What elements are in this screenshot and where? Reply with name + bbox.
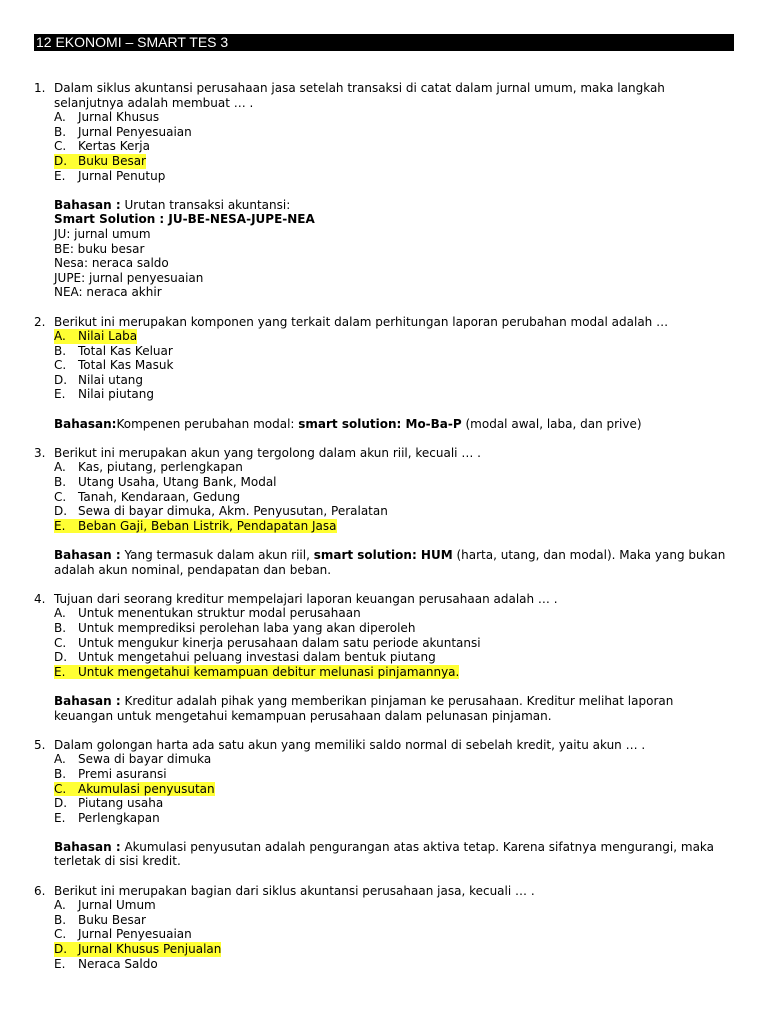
option-e: E. Nilai piutang xyxy=(54,387,154,402)
option-b: B. Untuk memprediksi perolehan laba yang akan diperoleh xyxy=(54,620,416,635)
question-text: Dalam siklus akuntansi perusahaan jasa setelah transaksi di catat dalam jurnal umum, maka langkah selanjutnya adalah membuat … . xyxy=(54,81,665,110)
answer-options xyxy=(54,752,734,825)
option-a: A. Kas, piutang, perlengkapan xyxy=(54,460,243,475)
answer-options xyxy=(54,329,734,402)
question-text: Dalam golongan harta ada satu akun yang memiliki saldo normal di sebelah kredit, yaitu akun … . xyxy=(54,737,646,752)
answer-options xyxy=(54,898,734,971)
explanation-1: Bahasan : Urutan transaksi akuntansi: Smart Solution : JU-BE-NESA-JUPE-NEA JU: jurnal umum BE: buku besar Nesa: neraca saldo JUPE: jurnal penyesuaian NEA: neraca akhir xyxy=(54,198,734,300)
option-a: A. Untuk menentukan struktur modal perusahaan xyxy=(54,606,361,621)
option-a: A. Jurnal Umum xyxy=(54,898,156,913)
option-d-correct: D. Buku Besar xyxy=(54,153,146,168)
question-text: Berikut ini merupakan akun yang tergolong dalam akun riil, kecuali … . xyxy=(54,445,481,460)
option-e: E. Perlengkapan xyxy=(54,810,160,825)
option-c: C. Total Kas Masuk xyxy=(54,358,174,373)
option-c: C. Tanah, Kendaraan, Gedung xyxy=(54,489,241,504)
question-number: 5. xyxy=(34,737,46,752)
option-b: B. Premi asuransi xyxy=(54,766,167,781)
option-c: C. Kertas Kerja xyxy=(54,139,150,154)
question-5 xyxy=(34,737,734,826)
option-e-correct: E. Untuk mengetahui kemampuan debitur melunasi pinjamannya. xyxy=(54,664,460,679)
option-a-correct: A. Nilai Laba xyxy=(54,329,138,344)
question-number: 4. xyxy=(34,591,46,606)
option-b: B. Utang Usaha, Utang Bank, Modal xyxy=(54,475,277,490)
explanation-3: Bahasan : Yang termasuk dalam akun riil, smart solution: HUM (harta, utang, dan modal). Maka yang bukan adalah akun nominal, pendapatan dan beban. xyxy=(54,548,726,577)
option-d: D. Untuk mengetahui peluang investasi dalam bentuk piutang xyxy=(54,650,436,665)
question-3 xyxy=(34,445,734,534)
option-a: A. Jurnal Khusus xyxy=(54,110,160,125)
option-d: D. Piutang usaha xyxy=(54,796,164,811)
option-c: C. Untuk mengukur kinerja perusahaan dalam satu periode akuntansi xyxy=(54,635,481,650)
option-b: B. Total Kas Keluar xyxy=(54,343,173,358)
option-d: D. Sewa di bayar dimuka, Akm. Penyusutan, Peralatan xyxy=(54,504,388,519)
question-6 xyxy=(34,883,734,972)
explanation-5: Bahasan : Akumulasi penyusutan adalah pengurangan atas aktiva tetap. Karena sifatnya mengurangi, maka terletak di sisi kredit. xyxy=(54,839,715,869)
document-content xyxy=(0,81,768,971)
option-e: E. Jurnal Penutup xyxy=(54,168,166,183)
question-text: Berikut ini merupakan komponen yang terkait dalam perhitungan laporan perubahan modal adalah … xyxy=(54,314,669,329)
question-text: Tujuan dari seorang kreditur mempelajari laporan keuangan perusahaan adalah … . xyxy=(54,591,558,606)
question-number: 3. xyxy=(34,445,46,460)
option-d-correct: D. Jurnal Khusus Penjualan xyxy=(54,942,222,957)
answer-options xyxy=(54,110,734,183)
question-number: 2. xyxy=(34,314,46,329)
option-c: C. Jurnal Penyesuaian xyxy=(54,927,192,942)
option-d: D. Nilai utang xyxy=(54,372,144,387)
option-e-correct: E. Beban Gaji, Beban Listrik, Pendapatan Jasa xyxy=(54,518,337,533)
question-2 xyxy=(34,314,734,403)
option-e: E. Neraca Saldo xyxy=(54,956,158,971)
question-4 xyxy=(34,591,734,680)
option-b: B. Jurnal Penyesuaian xyxy=(54,124,192,139)
question-text: Berikut ini merupakan bagian dari siklus akuntansi perusahaan jasa, kecuali … . xyxy=(54,883,535,898)
question-1 xyxy=(34,81,734,183)
answer-options xyxy=(54,606,734,679)
answer-options xyxy=(54,460,734,533)
explanation-2: Bahasan:Kompenen perubahan modal: smart solution: Mo-Ba-P (modal awal, laba, dan prive) xyxy=(54,416,642,431)
option-a: A. Sewa di bayar dimuka xyxy=(54,752,212,767)
smart-solution: Smart Solution : JU-BE-NESA-JUPE-NEA xyxy=(54,212,315,227)
option-c-correct: C. Akumulasi penyusutan xyxy=(54,781,215,796)
option-b: B. Buku Besar xyxy=(54,912,146,927)
question-number: 1. xyxy=(34,81,46,95)
page-title: 12 EKONOMI – SMART TES 3 xyxy=(34,34,734,51)
question-number: 6. xyxy=(34,883,46,898)
explanation-4: Bahasan : Kreditur adalah pihak yang memberikan pinjaman ke perusahaan. Kreditur melihat laporan keuangan untuk mengetahui kemampuan perusahaan dalam pelunasan pinjaman. xyxy=(54,693,674,723)
